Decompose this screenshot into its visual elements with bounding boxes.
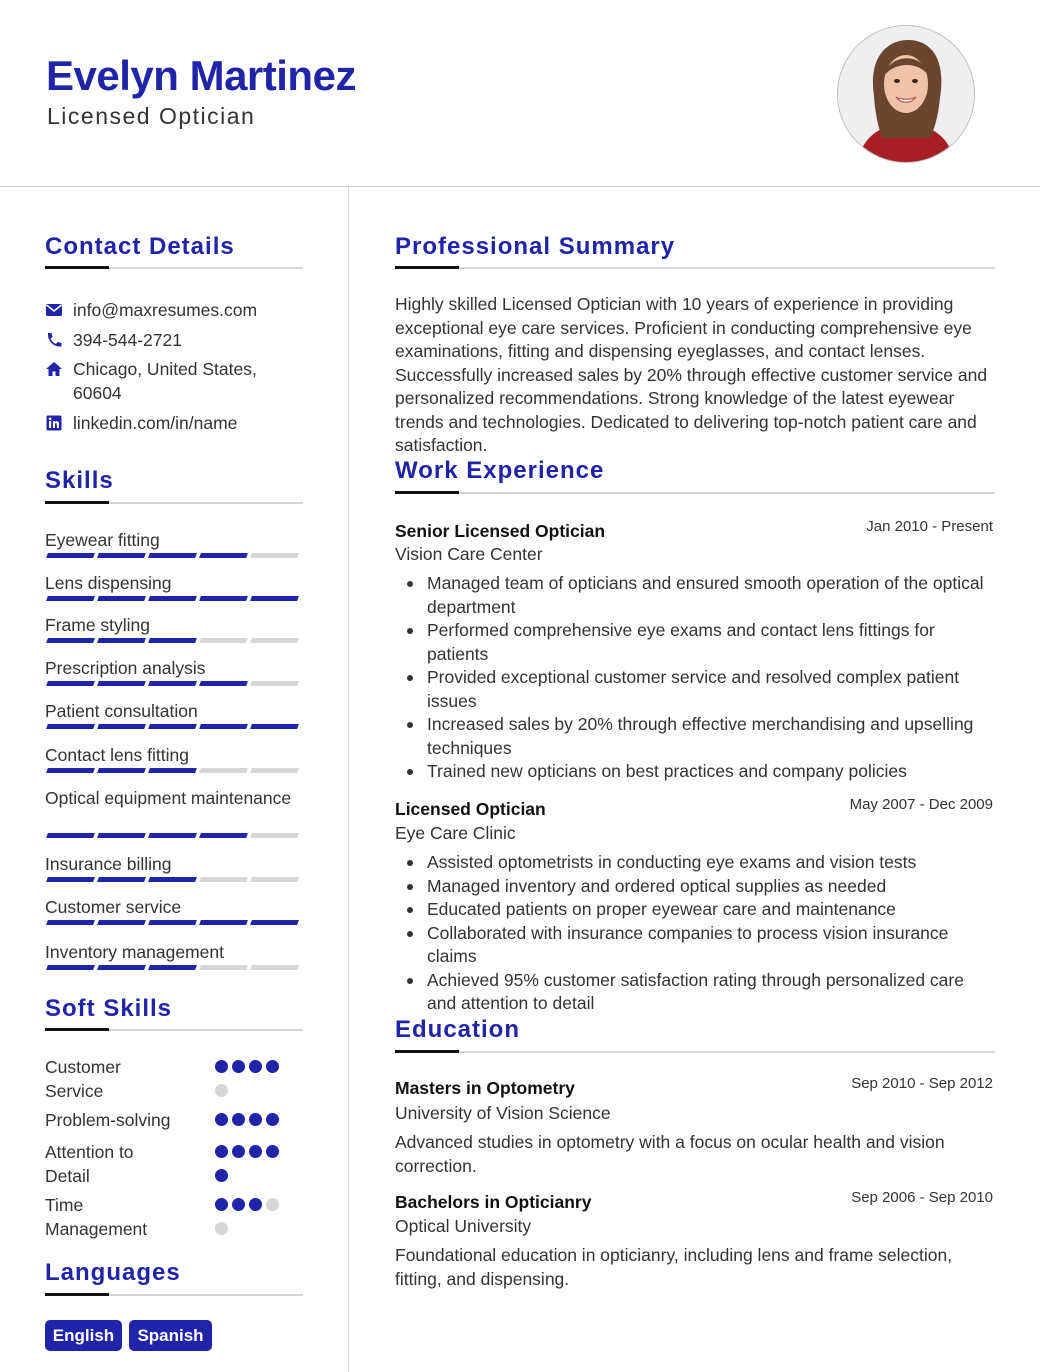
soft-skill-dot (249, 1198, 262, 1211)
language-badge: Spanish (129, 1320, 212, 1351)
job-bullets (395, 851, 995, 1016)
soft-skill-dot (215, 1145, 228, 1158)
skill-level-bar (45, 638, 303, 643)
list-item: Achieved 95% customer satisfaction rating through personalized care and attention to detail (427, 969, 995, 1016)
skill-level-segment (199, 724, 248, 729)
skill-level-segment (148, 596, 197, 601)
job-company: Vision Care Center (395, 544, 543, 564)
summary-heading: Professional Summary (395, 233, 676, 260)
soft-skill-dot (215, 1084, 228, 1097)
degree-description: Foundational education in opticianry, including lens and frame selection, fitting, and dispensing. (395, 1245, 953, 1289)
skill-label: Customer service (45, 897, 182, 917)
job-bullets (395, 572, 995, 784)
skill-level-bar (45, 877, 303, 882)
job-dates: May 2007 - Dec 2009 (849, 796, 993, 813)
skill-level-segment (46, 596, 95, 601)
skill-level-bar (45, 833, 303, 838)
skill-level-segment (199, 681, 248, 686)
skill-label: Frame styling (45, 615, 151, 635)
degree-dates: Sep 2006 - Sep 2010 (851, 1189, 993, 1206)
contact-heading: Contact Details (45, 233, 235, 260)
skill-level-bar (45, 965, 303, 970)
envelope-icon (45, 302, 63, 318)
skill-level-segment (46, 833, 95, 838)
school-name: Optical University (395, 1216, 532, 1236)
skill-item (45, 614, 303, 636)
skill-label: Optical equipment maintenance (45, 788, 292, 808)
soft-skill-dot (266, 1113, 279, 1126)
skill-level-segment (199, 638, 248, 643)
skill-level-segment (97, 638, 146, 643)
skill-level-segment (46, 681, 95, 686)
skill-level-bar (45, 596, 303, 601)
school-name: University of Vision Science (395, 1103, 611, 1123)
skill-level-segment (199, 596, 248, 601)
experience-rule (395, 492, 995, 494)
soft-skill-dot (232, 1145, 245, 1158)
skill-item (45, 700, 303, 722)
degree-title: Bachelors in Opticianry (395, 1192, 592, 1212)
skill-item (45, 853, 303, 875)
skill-level-bar (45, 920, 303, 925)
list-item: Provided exceptional customer service and resolved complex patient issues (427, 666, 995, 713)
resume-header (0, 0, 1040, 187)
skill-level-segment (97, 768, 146, 773)
candidate-title: Licensed Optician (47, 103, 256, 129)
skill-level-segment (250, 965, 299, 970)
list-item: Increased sales by 20% through effective merchandising and upselling techniques (427, 713, 995, 760)
skill-level-segment (250, 596, 299, 601)
list-item: Performed comprehensive eye exams and contact lens fittings for patients (427, 619, 995, 666)
skill-item (45, 657, 303, 679)
skill-level-segment (97, 553, 146, 558)
skill-level-segment (250, 768, 299, 773)
contact-rule (45, 267, 303, 269)
skill-level-segment (199, 877, 248, 882)
language-badge: English (45, 1320, 122, 1351)
soft-skill-dot (215, 1169, 228, 1182)
soft-skill-dot (249, 1113, 262, 1126)
skill-label: Prescription analysis (45, 658, 206, 678)
soft-skill-dot (215, 1198, 228, 1211)
skill-level-segment (199, 768, 248, 773)
column-divider (348, 187, 349, 1372)
degree-dates: Sep 2010 - Sep 2012 (851, 1075, 993, 1092)
skill-label: Inventory management (45, 942, 224, 962)
skill-item (45, 896, 303, 918)
skill-level-segment (148, 681, 197, 686)
soft-skill-dot (266, 1145, 279, 1158)
skill-level-segment (97, 965, 146, 970)
summary-text: Highly skilled Licensed Optician with 10 years of experience in providing exceptional eye care services. Proficient in conducting comprehensive eye examinations, fitting and dispensing eyeglasses, and contact lenses. Successfully increased sales by 20% through effective customer service and personalized recommendations. Strong knowledge of the latest eyewear trends and technologies. Dedicated to delivering top-notch patient care and satisfaction. (395, 294, 988, 455)
soft-skill-label: Customer Service (45, 1057, 121, 1101)
home-icon (45, 361, 63, 377)
skill-level-segment (148, 877, 197, 882)
experience-heading: Work Experience (395, 457, 605, 484)
skill-level-segment (250, 638, 299, 643)
skill-level-bar (45, 553, 303, 558)
list-item: Educated patients on proper eyewear care and maintenance (427, 898, 995, 922)
skill-label: Lens dispensing (45, 573, 172, 593)
linkedin-icon (45, 415, 63, 431)
soft-skills-rule (45, 1029, 303, 1031)
skill-level-segment (148, 920, 197, 925)
education-heading: Education (395, 1016, 521, 1043)
email-text: info@maxresumes.com (73, 300, 258, 320)
soft-skill-label: Problem-solving (45, 1110, 171, 1130)
skill-level-segment (199, 833, 248, 838)
skill-level-segment (148, 965, 197, 970)
soft-skill-label: Time Management (45, 1195, 148, 1239)
skill-level-segment (148, 553, 197, 558)
summary-rule (395, 267, 995, 269)
list-item: Collaborated with insurance companies to process vision insurance claims (427, 922, 995, 969)
skill-level-segment (148, 833, 197, 838)
skill-level-segment (46, 724, 95, 729)
soft-skill-dot (232, 1113, 245, 1126)
skill-level-segment (46, 965, 95, 970)
skill-level-segment (148, 638, 197, 643)
soft-skill-dot (249, 1145, 262, 1158)
portrait-image (838, 26, 974, 162)
languages-rule (45, 1294, 303, 1296)
skill-item (45, 744, 303, 766)
job-company: Eye Care Clinic (395, 823, 516, 843)
skill-level-segment (46, 768, 95, 773)
soft-skill-dot (232, 1198, 245, 1211)
degree-description: Advanced studies in optometry with a focus on ocular health and vision correction. (395, 1132, 945, 1176)
soft-skill-dot (266, 1060, 279, 1073)
job-dates: Jan 2010 - Present (866, 518, 993, 535)
skill-item (45, 787, 303, 809)
skill-item (45, 941, 303, 963)
skill-level-segment (199, 553, 248, 558)
skill-level-segment (250, 724, 299, 729)
education-rule (395, 1051, 995, 1053)
skill-level-segment (46, 877, 95, 882)
skills-rule (45, 502, 303, 504)
list-item: Managed team of opticians and ensured smooth operation of the optical department (427, 572, 995, 619)
candidate-name: Evelyn Martinez (46, 52, 356, 99)
profile-photo (837, 25, 975, 163)
skill-level-segment (148, 724, 197, 729)
skills-heading: Skills (45, 467, 114, 494)
degree-title: Masters in Optometry (395, 1078, 575, 1098)
phone-text: 394-544-2721 (73, 330, 182, 350)
skill-level-segment (199, 920, 248, 925)
skill-label: Patient consultation (45, 701, 198, 721)
soft-skill-dot (215, 1113, 228, 1126)
job-title: Senior Licensed Optician (395, 521, 606, 541)
skill-level-segment (46, 553, 95, 558)
skill-item (45, 572, 303, 594)
list-item: Assisted optometrists in conducting eye exams and vision tests (427, 851, 995, 875)
job-title: Licensed Optician (395, 799, 546, 819)
soft-skill-dot (266, 1198, 279, 1211)
soft-skill-dot (249, 1060, 262, 1073)
list-item: Managed inventory and ordered optical supplies as needed (427, 875, 995, 899)
skill-level-segment (199, 965, 248, 970)
skill-level-segment (148, 768, 197, 773)
skill-level-bar (45, 681, 303, 686)
skill-level-segment (97, 681, 146, 686)
linkedin-text: linkedin.com/in/name (73, 413, 238, 433)
address-text: Chicago, United States, 60604 (73, 359, 257, 403)
skill-label: Contact lens fitting (45, 745, 189, 765)
skill-level-bar (45, 724, 303, 729)
skill-level-segment (97, 596, 146, 601)
list-item: Trained new opticians on best practices and company policies (427, 760, 995, 784)
skill-level-segment (97, 877, 146, 882)
skill-level-segment (46, 638, 95, 643)
phone-icon (45, 332, 63, 348)
skill-level-segment (97, 724, 146, 729)
skill-label: Eyewear fitting (45, 530, 160, 550)
skill-level-segment (97, 833, 146, 838)
soft-skill-dot (215, 1060, 228, 1073)
skill-level-segment (250, 833, 299, 838)
soft-skill-dot (232, 1060, 245, 1073)
skill-label: Insurance billing (45, 854, 172, 874)
soft-skill-label: Attention to Detail (45, 1142, 134, 1186)
soft-skill-dot (215, 1222, 228, 1235)
skill-level-segment (46, 920, 95, 925)
skill-level-segment (250, 553, 299, 558)
skill-level-bar (45, 768, 303, 773)
languages-heading: Languages (45, 1259, 181, 1286)
skill-item (45, 529, 303, 551)
skill-level-segment (250, 681, 299, 686)
skill-level-segment (97, 920, 146, 925)
skill-level-segment (250, 877, 299, 882)
soft-skills-heading: Soft Skills (45, 995, 173, 1022)
skill-level-segment (250, 920, 299, 925)
